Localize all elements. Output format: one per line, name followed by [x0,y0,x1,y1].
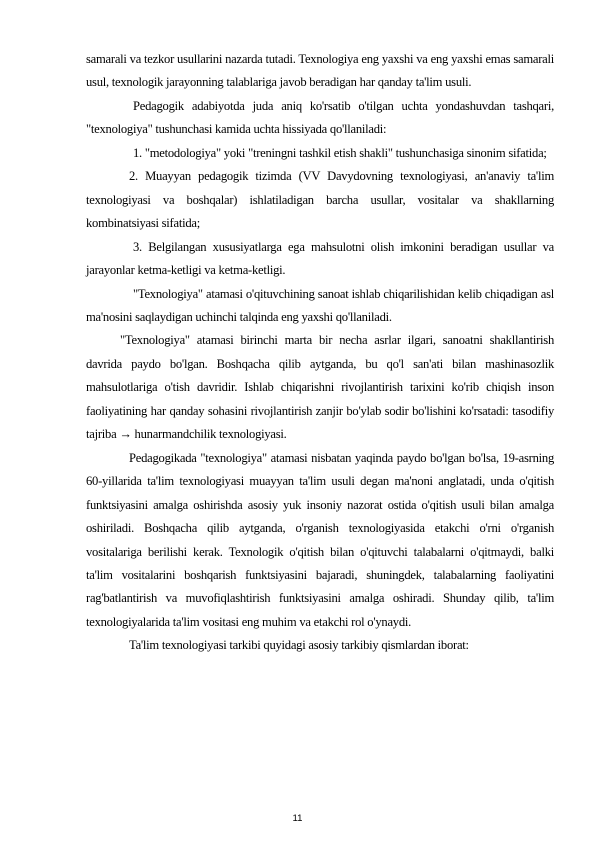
paragraph-3: 1. "metodologiya" yoki "treningni tashkil etish shakli" tushunchasiga sinonim sifatida; [133,145,547,160]
paragraph-7: "Texnologiya" atamasi birinchi marta bir necha asrlar ilgari, sanoatni shakllantirish davrida paydo bo'lgan. Boshqacha qilib aytganda, bu qo'l san'ati bilan mashinasozlik mahsulotlariga o'tish davridir. Ishlab chiqarishni rivojlantirish tarixini ko'rib chiqish inson faoliyatining har qanday sohasini rivojlantirish zanjir bo'ylab sodir bo'lishini ko'rsatadi: tasodifiy tajriba → hunarmandchilik texnologiyasi. [86,333,554,442]
paragraph-2: Pedagogik adabiyotda juda aniq ko'rsatib o'tilgan uchta yondashuvdan tashqari, "texnologiya" tushunchasi kamida uchta hissiyada qo'llaniladi: [86,98,554,137]
paragraph-4: 2. Muayyan pedagogik tizimda (VV Davydovning texnologiyasi, an'anaviy ta'lim texnologiyasi va boshqalar) ishlatiladigan barcha usullar, vositalar va shakllarning kombinatsiyasi sifatida; [86,169,554,231]
paragraph-5: 3. Belgilangan xususiyatlarga ega mahsulotni olish imkonini beradigan usullar va jarayonlar ketma-ketligi va ketma-ketligi. [86,239,554,278]
paragraph-1: samarali va tezkor usullarini nazarda tutadi. Texnologiya eng yaxshi va eng yaxshi emas samarali usul, texnologik jarayonning talablariga javob beradigan har qanday ta'lim usuli. [86,52,554,90]
paragraph-6: "Texnologiya" atamasi o'qituvchining sanoat ishlab chiqarilishidan kelib chiqadigan asl ma'nosini saqlaydigan uchinchi talqinda eng yaxshi qo'llaniladi. [86,286,554,324]
document-page [86,48,554,658]
paragraph-8: Pedagogikada "texnologiya" atamasi nisbatan yaqinda paydo bo'lgan bo'lsa, 19-asrning 60-yillarida ta'lim texnologiyasi muayyan ta'lim usuli degan ma'noni anglatadi, unda o'qitish funktsiyasini amalga oshirishda asosiy yuk insoniy nazorat ostida o'qitish usuli bilan amalga oshiriladi. Boshqacha qilib aytganda, o'rganish texnologiyasida etakchi o'rni o'rganish vositalariga berilishi kerak. Texnologik o'qitish bilan o'qituvchi talabalarni o'qitmaydi, balki ta'lim vositalarini boshqarish funktsiyasini bajaradi, shuningdek, talabalarning faoliyatini rag'batlantirish va muvofiqlashtirish funktsiyasini amalga oshiradi. Shunday qilib, ta'lim texnologiyalarida ta'lim vositasi eng muhim va etakchi rol o'ynaydi. [86,450,554,629]
page-number: 11 [292,813,303,824]
paragraph-9: Ta'lim texnologiyasi tarkibi quyidagi asosiy tarkibiy qismlardan iborat: [129,638,469,653]
